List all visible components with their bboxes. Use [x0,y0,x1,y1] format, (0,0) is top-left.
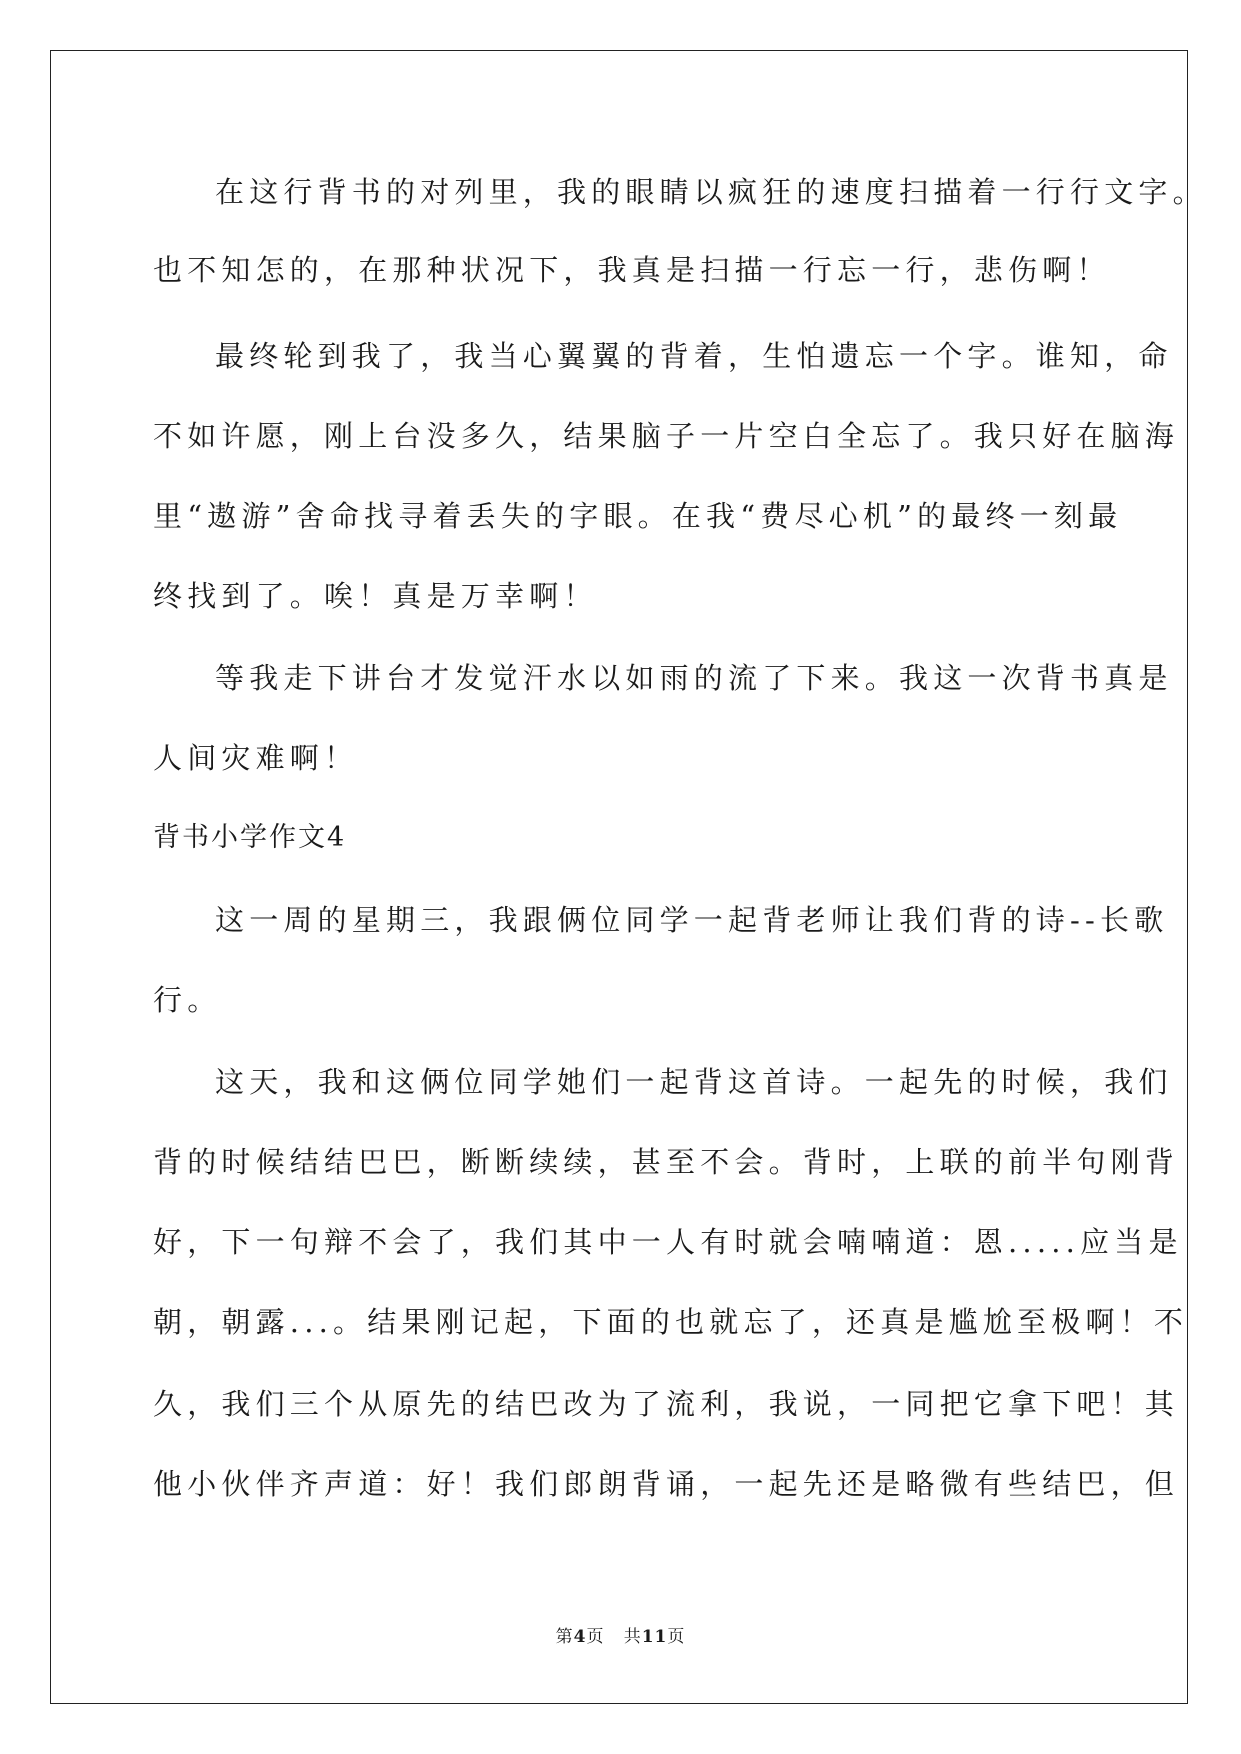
total-prefix: 共 [623,1627,642,1647]
total-suffix: 页 [667,1627,686,1647]
page-prefix: 第 [555,1627,574,1647]
paragraph-line: 等我走下讲台才发觉汗水以如雨的流了下来。我这一次背书真是 [215,661,1173,695]
paragraph-line: 他小伙伴齐声道：好！我们郎朗背诵，一起先还是略微有些结巴，但 [153,1467,1180,1501]
paragraph-line: 里“遨游”舍命找寻着丢失的字眼。在我“费尽心机”的最终一刻最 [153,499,1123,533]
paragraph-line: 这一周的星期三，我跟俩位同学一起背老师让我们背的诗--长歌 [215,903,1169,937]
paragraph-line: 好，下一句辩不会了，我们其中一人有时就会喃喃道：恩.....应当是 [153,1225,1183,1259]
paragraph-line: 不如许愿，刚上台没多久，结果脑子一片空白全忘了。我只好在脑海 [153,419,1180,453]
paragraph-line: 背的时候结结巴巴，断断续续，甚至不会。背时，上联的前半句刚背 [153,1145,1180,1179]
section-heading: 背书小学作文4 [153,822,347,853]
page-border [50,50,1188,1704]
paragraph-line: 行。 [153,983,222,1017]
paragraph-line: 久，我们三个从原先的结巴改为了流利，我说，一同把它拿下吧！其 [153,1387,1180,1421]
paragraph-line: 在这行背书的对列里，我的眼睛以疯狂的速度扫描着一行行文字。 [215,175,1207,209]
page-suffix: 页 [586,1627,605,1647]
paragraph-line: 这天，我和这俩位同学她们一起背这首诗。一起先的时候，我们 [215,1065,1173,1099]
total-pages: 11 [641,1627,668,1647]
paragraph-line: 也不知怎的，在那种状况下，我真是扫描一行忘一行，悲伤啊！ [153,253,1111,287]
page-number: 4 [573,1627,587,1647]
paragraph-line: 最终轮到我了，我当心翼翼的背着，生怕遗忘一个字。谁知，命 [215,339,1173,373]
paragraph-line: 终找到了。唉！真是万幸啊！ [153,579,598,613]
paragraph-line: 朝，朝露...。结果刚记起，下面的也就忘了，还真是尴尬至极啊！不 [153,1305,1189,1339]
paragraph-line: 人间灾难啊！ [153,741,359,775]
page-footer [0,1622,1241,1647]
